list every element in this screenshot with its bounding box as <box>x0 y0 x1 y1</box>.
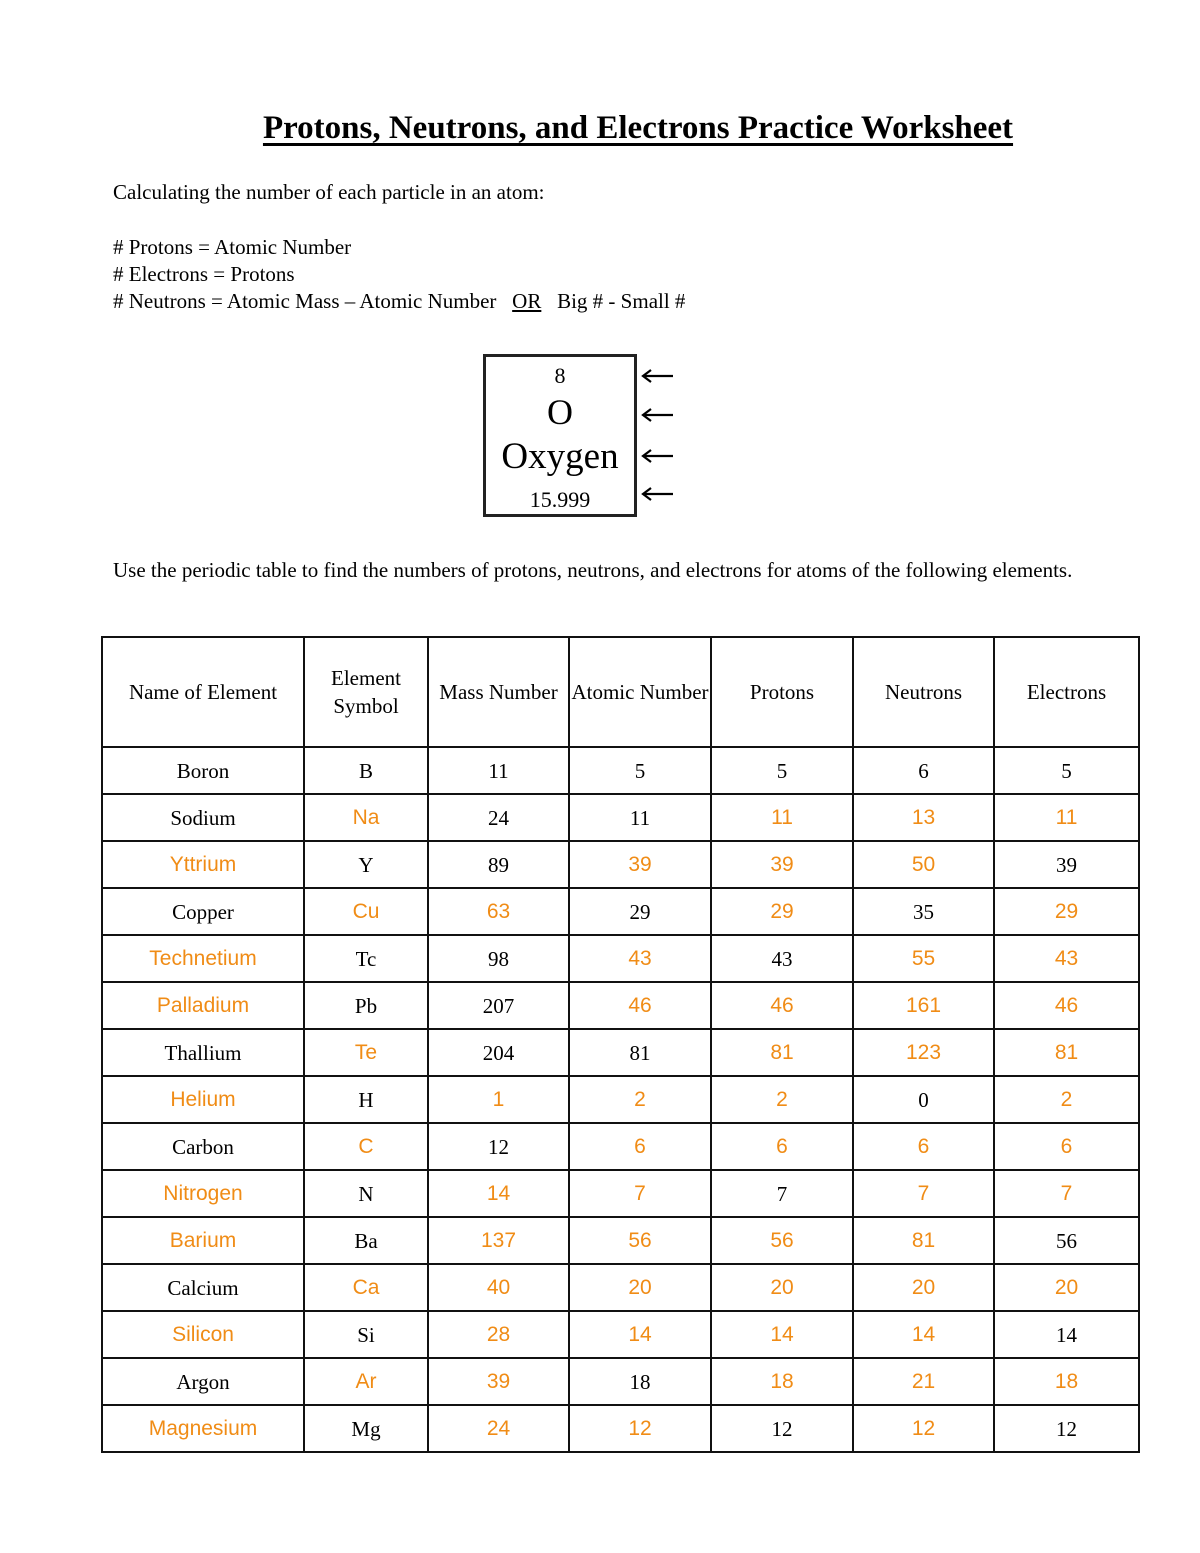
cell-electrons: 56 <box>994 1217 1139 1264</box>
cell-electrons: 12 <box>994 1405 1139 1452</box>
cell-symbol: Ba <box>304 1217 428 1264</box>
cell-name: Sodium <box>102 794 304 841</box>
cell-electrons: 11 <box>994 794 1139 841</box>
cell-atomic-number: 56 <box>569 1217 711 1264</box>
cell-protons: 43 <box>711 935 853 982</box>
cell-protons: 29 <box>711 888 853 935</box>
cell-protons: 14 <box>711 1311 853 1358</box>
cell-neutrons: 21 <box>853 1358 994 1405</box>
cell-electrons: 7 <box>994 1170 1139 1217</box>
cell-neutrons: 6 <box>853 747 994 794</box>
cell-symbol: H <box>304 1076 428 1123</box>
cell-atomic-number: 5 <box>569 747 711 794</box>
cell-mass-number: 40 <box>428 1264 569 1311</box>
cell-symbol: N <box>304 1170 428 1217</box>
table-row <box>102 982 1139 1029</box>
cell-neutrons: 50 <box>853 841 994 888</box>
cell-neutrons: 55 <box>853 935 994 982</box>
cell-protons: 5 <box>711 747 853 794</box>
example-element-box <box>483 354 637 517</box>
table-row <box>102 841 1139 888</box>
cell-name: Argon <box>102 1358 304 1405</box>
left-arrow-icon <box>640 484 674 504</box>
cell-atomic-number: 81 <box>569 1029 711 1076</box>
cell-neutrons: 7 <box>853 1170 994 1217</box>
cell-neutrons: 12 <box>853 1405 994 1452</box>
table-body <box>102 747 1139 1452</box>
cell-protons: 2 <box>711 1076 853 1123</box>
cell-symbol: Ar <box>304 1358 428 1405</box>
element-table <box>101 636 1140 1453</box>
cell-electrons: 20 <box>994 1264 1139 1311</box>
cell-symbol: Si <box>304 1311 428 1358</box>
cell-name: Calcium <box>102 1264 304 1311</box>
cell-atomic-number: 7 <box>569 1170 711 1217</box>
instructions: Use the periodic table to find the numbers of protons, neutrons, and electrons for atoms of the following elements. <box>113 558 1073 582</box>
cell-protons: 81 <box>711 1029 853 1076</box>
cell-neutrons: 14 <box>853 1311 994 1358</box>
cell-atomic-number: 12 <box>569 1405 711 1452</box>
header-atomic-number: Atomic Number <box>569 637 711 747</box>
header-element-symbol: Element Symbol <box>304 637 428 747</box>
cell-atomic-number: 39 <box>569 841 711 888</box>
cell-neutrons: 81 <box>853 1217 994 1264</box>
cell-symbol: Te <box>304 1029 428 1076</box>
table-row <box>102 1029 1139 1076</box>
header-mass-number: Mass Number <box>428 637 569 747</box>
cell-mass-number: 207 <box>428 982 569 1029</box>
cell-atomic-number: 6 <box>569 1123 711 1170</box>
cell-electrons: 14 <box>994 1311 1139 1358</box>
neutrons-formula <box>113 289 685 314</box>
header-neutrons: Neutrons <box>853 637 994 747</box>
left-arrow-icon <box>640 366 674 386</box>
cell-protons: 20 <box>711 1264 853 1311</box>
table-row <box>102 1358 1139 1405</box>
cell-neutrons: 20 <box>853 1264 994 1311</box>
cell-atomic-number: 46 <box>569 982 711 1029</box>
cell-atomic-number: 29 <box>569 888 711 935</box>
cell-name: Technetium <box>102 935 304 982</box>
table-row <box>102 1405 1139 1452</box>
cell-electrons: 18 <box>994 1358 1139 1405</box>
example-atomic-number: 8 <box>554 363 566 388</box>
page-title: Protons, Neutrons, and Electrons Practice Worksheet <box>262 110 1014 146</box>
example-name: Oxygen <box>501 436 619 477</box>
cell-name: Nitrogen <box>102 1170 304 1217</box>
cell-symbol: Mg <box>304 1405 428 1452</box>
cell-mass-number: 28 <box>428 1311 569 1358</box>
cell-neutrons: 0 <box>853 1076 994 1123</box>
cell-electrons: 5 <box>994 747 1139 794</box>
cell-mass-number: 12 <box>428 1123 569 1170</box>
table-row <box>102 1217 1139 1264</box>
cell-name: Magnesium <box>102 1405 304 1452</box>
cell-mass-number: 14 <box>428 1170 569 1217</box>
header-electrons: Electrons <box>994 637 1139 747</box>
cell-symbol: Cu <box>304 888 428 935</box>
intro-text: Calculating the number of each particle in an atom: <box>113 180 545 204</box>
table-row <box>102 888 1139 935</box>
cell-protons: 39 <box>711 841 853 888</box>
cell-neutrons: 35 <box>853 888 994 935</box>
cell-electrons: 2 <box>994 1076 1139 1123</box>
header-name-of-element: Name of Element <box>102 637 304 747</box>
cell-atomic-number: 18 <box>569 1358 711 1405</box>
cell-mass-number: 137 <box>428 1217 569 1264</box>
example-symbol: O <box>547 392 573 432</box>
cell-electrons: 39 <box>994 841 1139 888</box>
cell-name: Copper <box>102 888 304 935</box>
neutrons-formula-alt: Big # - Small # <box>557 289 686 313</box>
cell-mass-number: 1 <box>428 1076 569 1123</box>
cell-name: Thallium <box>102 1029 304 1076</box>
cell-protons: 11 <box>711 794 853 841</box>
cell-name: Carbon <box>102 1123 304 1170</box>
cell-symbol: B <box>304 747 428 794</box>
table-row <box>102 1123 1139 1170</box>
cell-mass-number: 11 <box>428 747 569 794</box>
cell-electrons: 6 <box>994 1123 1139 1170</box>
cell-neutrons: 13 <box>853 794 994 841</box>
table-header-row <box>102 637 1139 747</box>
cell-protons: 56 <box>711 1217 853 1264</box>
cell-protons: 12 <box>711 1405 853 1452</box>
cell-electrons: 81 <box>994 1029 1139 1076</box>
cell-symbol: Ca <box>304 1264 428 1311</box>
cell-symbol: Pb <box>304 982 428 1029</box>
left-arrow-icon <box>640 446 674 466</box>
cell-protons: 7 <box>711 1170 853 1217</box>
left-arrow-icon <box>640 405 674 425</box>
cell-electrons: 29 <box>994 888 1139 935</box>
example-atomic-mass: 15.999 <box>529 487 591 512</box>
table-row <box>102 1264 1139 1311</box>
table-row <box>102 1076 1139 1123</box>
table-row <box>102 747 1139 794</box>
or-word: OR <box>512 289 542 313</box>
table-row <box>102 794 1139 841</box>
cell-atomic-number: 11 <box>569 794 711 841</box>
cell-mass-number: 89 <box>428 841 569 888</box>
cell-neutrons: 123 <box>853 1029 994 1076</box>
cell-name: Palladium <box>102 982 304 1029</box>
cell-name: Boron <box>102 747 304 794</box>
protons-formula: # Protons = Atomic Number <box>113 235 352 259</box>
table-row <box>102 1311 1139 1358</box>
cell-neutrons: 161 <box>853 982 994 1029</box>
cell-symbol: Tc <box>304 935 428 982</box>
cell-symbol: Y <box>304 841 428 888</box>
cell-protons: 46 <box>711 982 853 1029</box>
cell-mass-number: 24 <box>428 1405 569 1452</box>
cell-mass-number: 39 <box>428 1358 569 1405</box>
neutrons-formula-main: # Neutrons = Atomic Mass – Atomic Number <box>113 289 497 313</box>
cell-electrons: 46 <box>994 982 1139 1029</box>
cell-atomic-number: 14 <box>569 1311 711 1358</box>
cell-symbol: Na <box>304 794 428 841</box>
cell-name: Yttrium <box>102 841 304 888</box>
cell-mass-number: 98 <box>428 935 569 982</box>
cell-mass-number: 63 <box>428 888 569 935</box>
electrons-formula: # Electrons = Protons <box>113 262 295 286</box>
cell-atomic-number: 43 <box>569 935 711 982</box>
cell-name: Silicon <box>102 1311 304 1358</box>
table-row <box>102 1170 1139 1217</box>
header-protons: Protons <box>711 637 853 747</box>
cell-atomic-number: 2 <box>569 1076 711 1123</box>
cell-neutrons: 6 <box>853 1123 994 1170</box>
cell-atomic-number: 20 <box>569 1264 711 1311</box>
cell-protons: 6 <box>711 1123 853 1170</box>
table-row <box>102 935 1139 982</box>
cell-protons: 18 <box>711 1358 853 1405</box>
cell-symbol: C <box>304 1123 428 1170</box>
cell-name: Barium <box>102 1217 304 1264</box>
cell-electrons: 43 <box>994 935 1139 982</box>
cell-mass-number: 204 <box>428 1029 569 1076</box>
cell-mass-number: 24 <box>428 794 569 841</box>
cell-name: Helium <box>102 1076 304 1123</box>
